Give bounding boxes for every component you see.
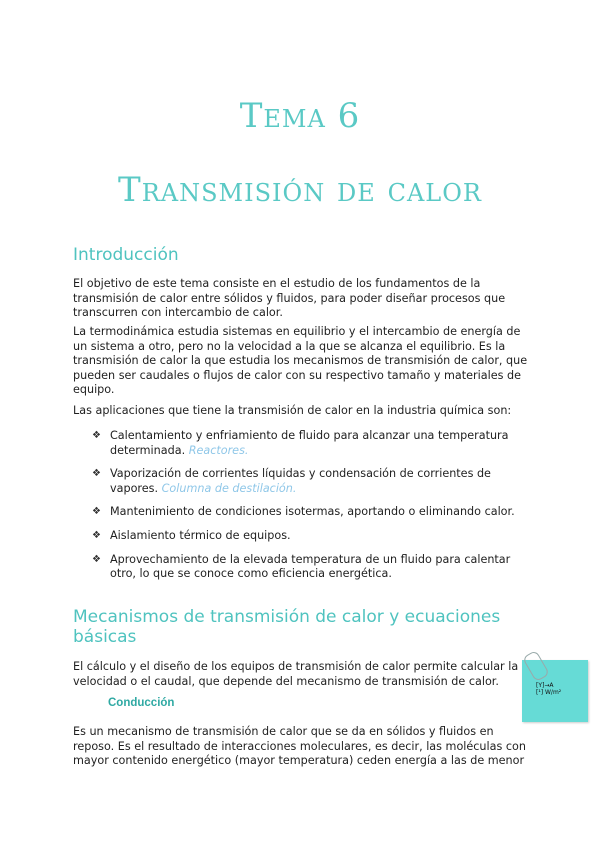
diamond-bullet-icon: ❖ — [92, 529, 101, 541]
section-heading-mecanismos: Mecanismos de transmisión de calor y ecuaciones básicas — [73, 607, 501, 647]
item-note: Reactores. — [188, 443, 249, 457]
subsection-heading-conduccion: Conducción — [108, 697, 175, 709]
applications-list — [92, 429, 532, 591]
paragraph: Es un mecanismo de transmisión de calor que se da en sólidos y fluidos en reposo. Es el resultado de interacciones moleculares, es decir, las moléculas con mayor contenido energético (mayor temperatura) ceden energía a las de menor — [73, 725, 526, 768]
chapter-title: Transmisión de calor — [118, 170, 482, 210]
paragraph: El objetivo de este tema consiste en el estudio de los fundamentos de la transmisión de calor entre sólidos y fluidos, para poder diseñar procesos que transcurren con intercambio de calor. — [73, 277, 506, 320]
sticky-note-text: [Y]→A [¹] W/m² — [536, 682, 562, 696]
chapter-number: Tema 6 — [239, 96, 361, 136]
list-item: ❖ Calentamiento y enfriamiento de fluido para alcanzar una temperatura determinada. Reactores. — [92, 429, 509, 457]
diamond-bullet-icon: ❖ — [92, 553, 101, 565]
diamond-bullet-icon: ❖ — [92, 506, 101, 518]
diamond-bullet-icon: ❖ — [92, 468, 101, 480]
paragraph: La termodinámica estudia sistemas en equilibrio y el intercambio de energía de un sistema a otro, pero no la velocidad a la que se alcanza el equilibrio. Es la transmisión de calor la que estudia los mecanismos de transmisión de calor, que pueden ser caudales o flujos de calor con su respectivo tamaño y materiales de equipo. — [73, 325, 528, 397]
list-item: ❖ Aprovechamiento de la elevada temperatura de un fluido para calentar otro, lo que se conoce como eficiencia energética. — [92, 552, 511, 581]
list-item: ❖ Vaporización de corrientes líquidas y condensación de corrientes de vapores. Columna de destilación. — [92, 467, 491, 495]
diamond-bullet-icon: ❖ — [92, 430, 101, 441]
item-note: Columna de destilación. — [161, 481, 297, 495]
list-item: ❖ Aislamiento térmico de equipos. — [92, 528, 291, 542]
section-heading-introduccion: Introducción — [73, 245, 179, 265]
paragraph: El cálculo y el diseño de los equipos de transmisión de calor permite calcular la velocidad o el caudal, que depende del mecanismo de transmisión de calor. — [73, 660, 519, 688]
paragraph: Las aplicaciones que tiene la transmisión de calor en la industria química son: — [73, 404, 512, 417]
list-item: ❖ Mantenimiento de condiciones isotermas, aportando o eliminando calor. — [92, 505, 515, 519]
